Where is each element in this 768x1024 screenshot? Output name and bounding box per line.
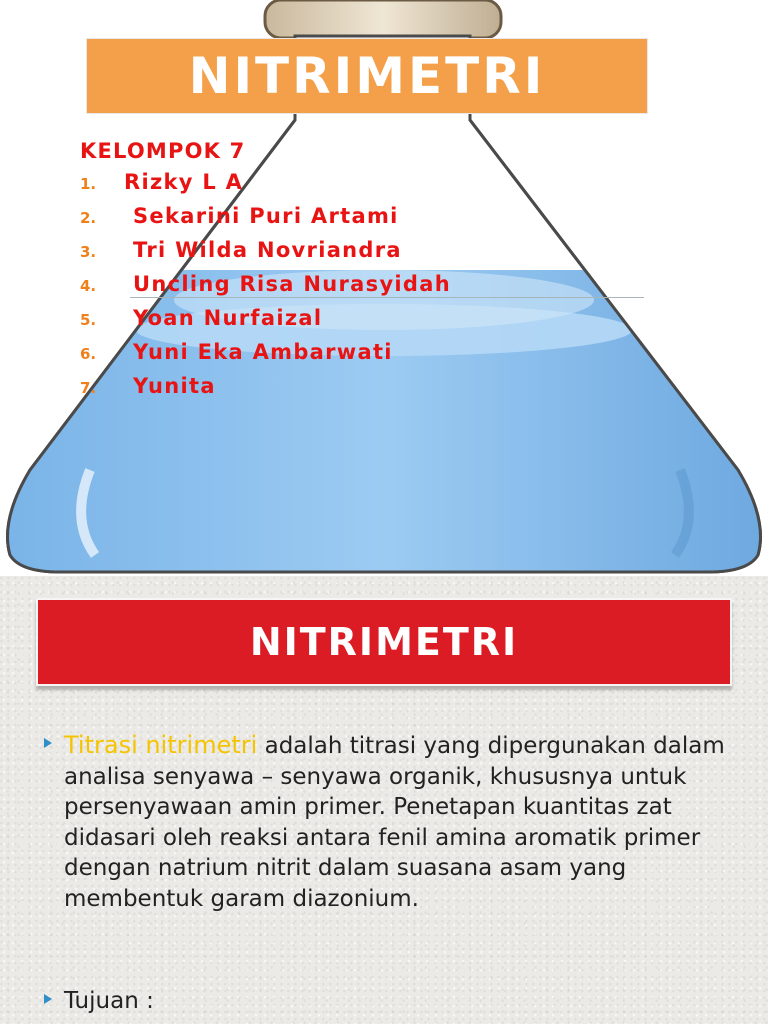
list-item <box>80 306 451 340</box>
divider-line <box>130 297 644 298</box>
list-item <box>80 204 451 238</box>
list-number: 3. <box>80 243 97 261</box>
member-name: Uncling Risa Nurasyidah <box>133 272 451 296</box>
member-name: Yoan Nurfaizal <box>133 306 323 330</box>
list-item <box>80 340 451 374</box>
bullet-item <box>44 986 154 1016</box>
highlight-term: Titrasi nitrimetri <box>64 731 258 759</box>
list-number: 1. <box>80 175 97 193</box>
list-item <box>80 238 451 272</box>
list-item <box>80 170 451 204</box>
member-name: Tri Wilda Novriandra <box>133 238 402 262</box>
member-name: Yunita <box>133 374 216 398</box>
member-list <box>80 170 451 408</box>
group-heading: KELOMPOK 7 <box>80 139 246 163</box>
slide-title: NITRIMETRI <box>249 620 519 664</box>
member-name: Yuni Eka Ambarwati <box>133 340 393 364</box>
definition-paragraph <box>64 730 734 914</box>
title-banner <box>86 38 648 114</box>
slide-2 <box>0 576 768 1024</box>
list-number: 6. <box>80 345 97 363</box>
title-banner <box>36 598 732 686</box>
member-name: Sekarini Puri Artami <box>133 204 399 228</box>
list-number: 5. <box>80 311 97 329</box>
tujuan-label: Tujuan : <box>64 988 154 1014</box>
list-item <box>80 374 451 408</box>
list-number: 7. <box>80 379 97 397</box>
slide-title: NITRIMETRI <box>188 47 546 105</box>
member-name: Rizky L A <box>124 170 244 194</box>
triangle-bullet-icon <box>44 994 52 1004</box>
list-item <box>80 272 451 306</box>
paragraph-text: adalah titrasi yang dipergunakan dalam analisa senyawa – senyawa organik, khususnya untuk persenyawaan amin primer. Penetapan kuantitas zat didasari oleh reaksi antara fenil amina aromatik primer dengan natrium nitrit dalam suasana asam yang membentuk garam diazonium. <box>64 733 725 912</box>
bullet-item <box>44 730 734 914</box>
list-number: 2. <box>80 209 97 227</box>
triangle-bullet-icon <box>44 738 52 748</box>
list-number: 4. <box>80 277 97 295</box>
